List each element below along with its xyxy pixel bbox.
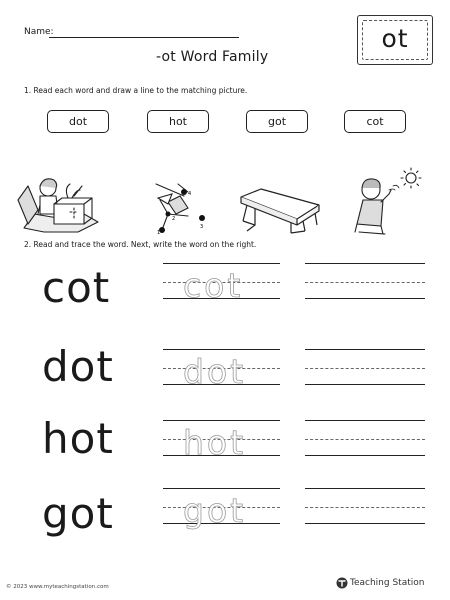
name-label: Name:	[24, 27, 54, 37]
dot-label-4: 4	[188, 191, 192, 197]
dot-4	[181, 189, 187, 195]
word-family-box	[357, 15, 433, 65]
trace-text-hot: hot	[183, 423, 247, 462]
row-word-hot: hot	[42, 414, 114, 463]
word-box-cot[interactable]: cot	[344, 110, 406, 133]
row-word-cot: cot	[42, 263, 111, 312]
page-title: -ot Word Family	[156, 49, 269, 65]
boy-with-gift-icon[interactable]	[14, 168, 104, 234]
dot-label-2: 2	[172, 216, 176, 222]
cot-bed-icon[interactable]	[235, 183, 323, 235]
instruction-2: 2. Read and trace the word. Next, write the word on the right.	[24, 240, 257, 249]
trace-text-dot: dot	[183, 352, 247, 391]
row-word-dot: dot	[42, 342, 114, 391]
copyright-text: © 2023 www.myteachingstation.com	[6, 584, 109, 590]
row-word-got: got	[42, 489, 114, 538]
trace-guide-cot[interactable]	[163, 263, 280, 309]
write-guide-hot[interactable]	[305, 420, 425, 466]
instruction-1: 1. Read each word and draw a line to the matching picture.	[24, 86, 248, 95]
trace-text-cot: cot	[183, 266, 244, 305]
dot-label-1: 1	[157, 230, 161, 234]
word-box-dot[interactable]: dot	[47, 110, 109, 133]
brand-name: Teaching Station	[350, 578, 425, 588]
word-box-got[interactable]: got	[246, 110, 308, 133]
teaching-station-logo-icon	[336, 577, 348, 589]
dot-3	[199, 215, 205, 221]
dot-label-3: 3	[200, 224, 204, 230]
pencil-connect-dots-icon[interactable]	[148, 172, 218, 234]
dot-2	[166, 212, 171, 217]
word-family-text: ot	[381, 24, 409, 53]
trace-guide-hot[interactable]	[163, 420, 280, 466]
write-guide-dot[interactable]	[305, 349, 425, 395]
trace-guide-got[interactable]	[163, 488, 280, 534]
write-guide-cot[interactable]	[305, 263, 425, 309]
word-box-hot[interactable]: hot	[147, 110, 209, 133]
trace-guide-dot[interactable]	[163, 349, 280, 395]
write-guide-got[interactable]	[305, 488, 425, 534]
hot-boy-sun-icon[interactable]	[345, 166, 430, 236]
trace-text-got: got	[183, 491, 247, 530]
name-line[interactable]	[49, 37, 239, 38]
